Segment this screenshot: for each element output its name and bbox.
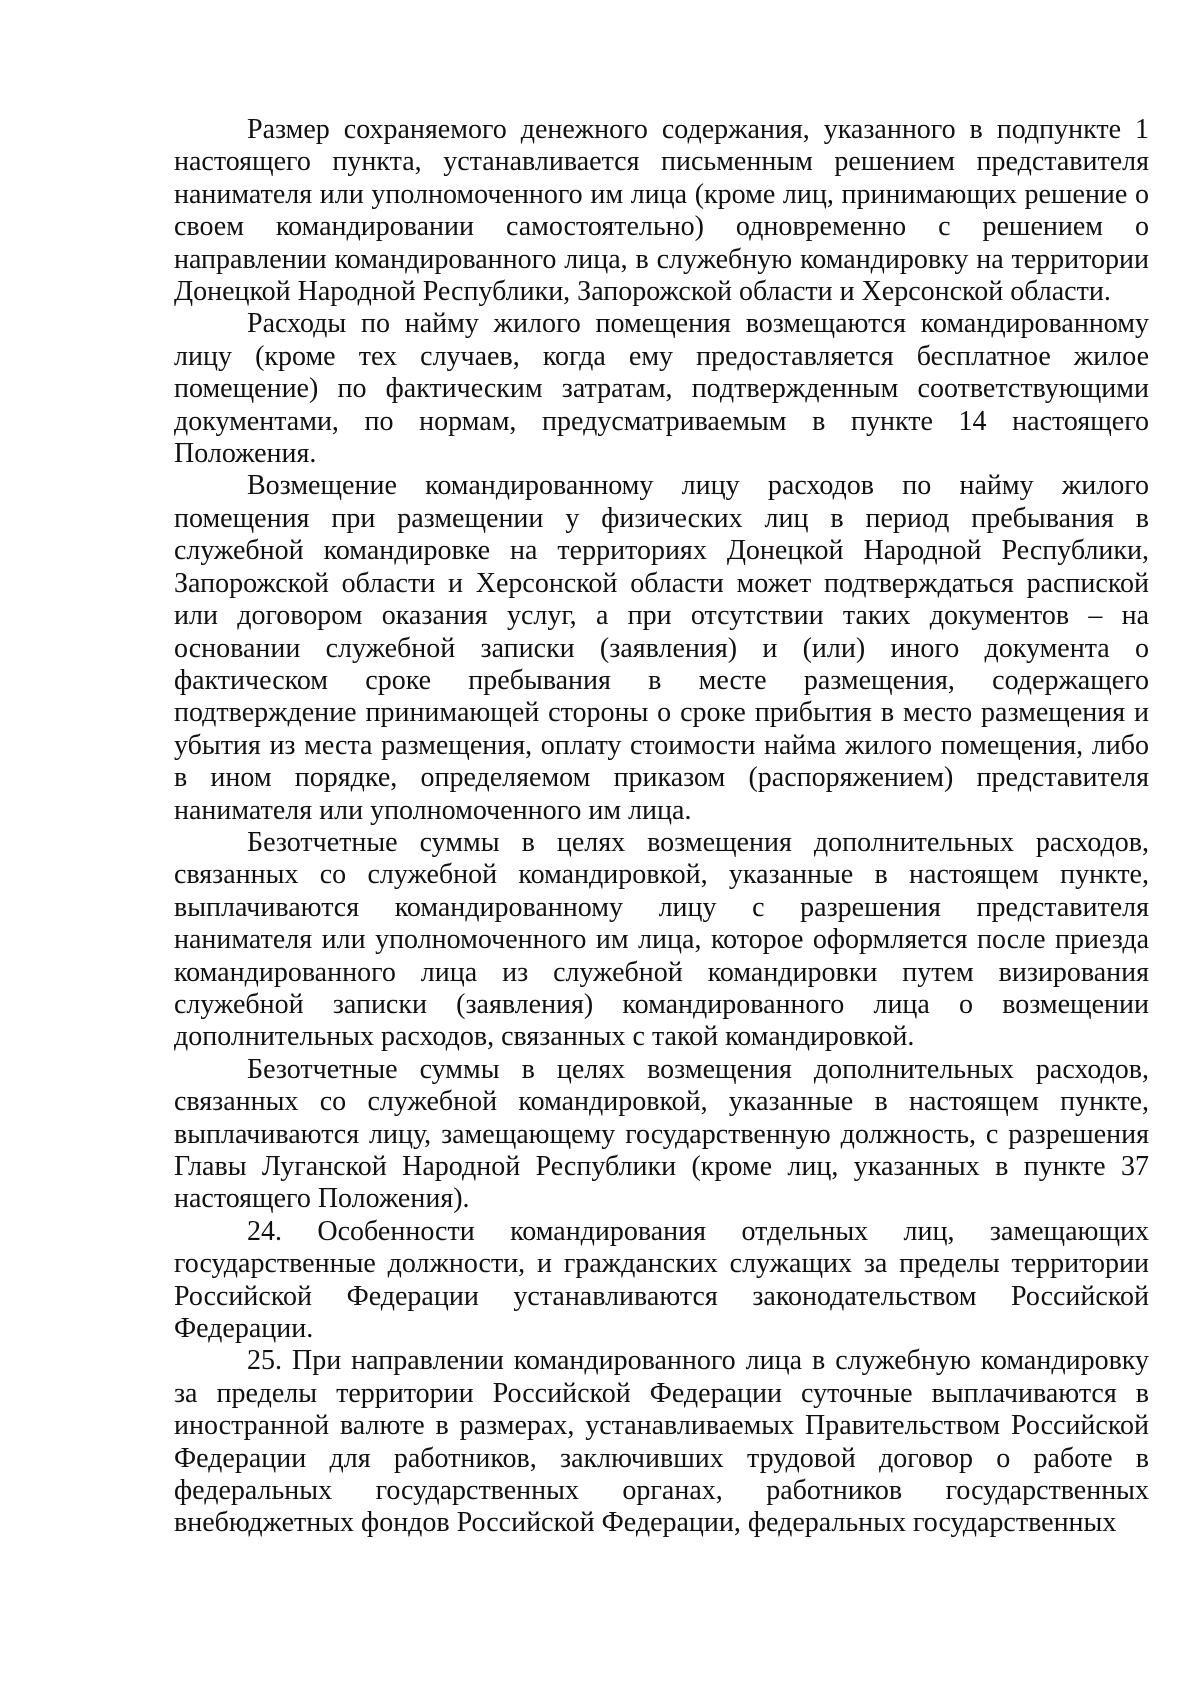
paragraph-housing-expenses: Расходы по найму жилого помещения возмещаются командированному лицу (кроме тех случаев, когда ему предоставляется бесплатное жилое помещение) по фактическим затратам, подтвержденным соответствующими документами, по нормам, предусматриваемым в пункте 14 настоящего Положения. <box>174 308 1149 470</box>
document-page <box>174 114 1149 1540</box>
paragraph-item-25: 25. При направлении командированного лица в служебную командировку за пределы территории Российской Федерации суточные выплачиваются в иностранной валюте в размерах, устанавливаемых Правительством Российской Федерации для работников, заключивших трудовой договор о работе в федеральных государственных органах, работников государственных внебюджетных фондов Российской Федерации, федеральных государственных <box>174 1345 1149 1539</box>
paragraph-unaccountable-sums-official: Безотчетные суммы в целях возмещения дополнительных расходов, связанных со служебной командировкой, указанные в настоящем пункте, выплачиваются лицу, замещающему государственную должность, с разрешения Главы Луганской Народной Республики (кроме лиц, указанных в пункте 37 настоящего Положения). <box>174 1053 1149 1215</box>
paragraph-retained-salary: Размер сохраняемого денежного содержания, указанного в подпункте 1 настоящего пункта, устанавливается письменным решением представителя нанимателя или уполномоченного им лица (кроме лиц, принимающих решение о своем командировании самостоятельно) одновременно с решением о направлении командированного лица, в служебную командировку на территории Донецкой Народной Республики, Запорожской области и Херсонской области. <box>174 114 1149 308</box>
paragraph-housing-reimbursement: Возмещение командированному лицу расходов по найму жилого помещения при размещении у физических лиц в период пребывания в служебной командировке на территориях Донецкой Народной Республики, Запорожской области и Херсонской области может подтверждаться распиской или договором оказания услуг, а при отсутствии таких документов – на основании служебной записки (заявления) и (или) иного документа о фактическом сроке пребывания в месте размещения, содержащего подтверждение принимающей стороны о сроке прибытия в место размещения и убытия из места размещения, оплату стоимости найма жилого помещения, либо в ином порядке, определяемом приказом (распоряжением) представителя нанимателя или уполномоченного им лица. <box>174 470 1149 826</box>
paragraph-item-24: 24. Особенности командирования отдельных лиц, замещающих государственные должности, и гражданских служащих за пределы территории Российской Федерации устанавливаются законодательством Российской Федерации. <box>174 1215 1149 1345</box>
paragraph-unaccountable-sums-employee: Безотчетные суммы в целях возмещения дополнительных расходов, связанных со служебной командировкой, указанные в настоящем пункте, выплачиваются командированному лицу с разрешения представителя нанимателя или уполномоченного им лица, которое оформляется после приезда командированного лица из служебной командировки путем визирования служебной записки (заявления) командированного лица о возмещении дополнительных расходов, связанных с такой командировкой. <box>174 826 1149 1053</box>
